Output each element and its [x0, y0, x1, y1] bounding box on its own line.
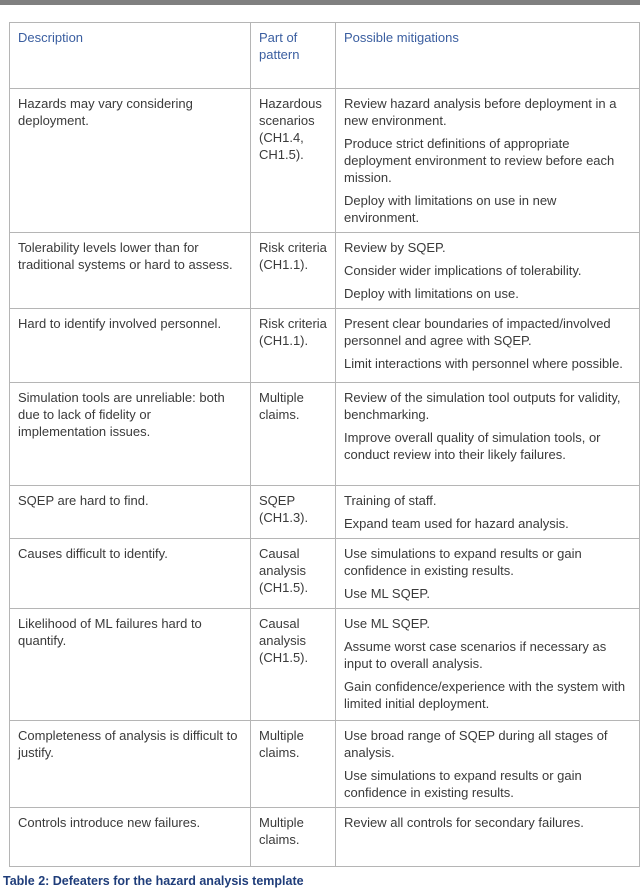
mitigation-item: Use ML SQEP.	[344, 616, 430, 631]
mitigation-item: Expand team used for hazard analysis.	[344, 516, 569, 531]
mitigation-item: Review of the simulation tool outputs for validity, benchmarking.	[344, 390, 621, 422]
table-row	[10, 486, 640, 539]
mitigations-cell	[336, 309, 640, 383]
mitigations-cell	[336, 609, 640, 721]
part-of-pattern-cell: Multiple claims.	[251, 808, 336, 867]
table-row	[10, 383, 640, 486]
mitigation-item: Improve overall quality of simulation tools, or conduct review into their likely failures.	[344, 430, 601, 462]
table-row	[10, 233, 640, 309]
mitigation-item: Training of staff.	[344, 493, 437, 508]
description-cell: Causes difficult to identify.	[10, 539, 251, 609]
table-row	[10, 721, 640, 808]
header-possible-mitigations: Possible mitigations	[336, 23, 640, 89]
mitigation-item: Consider wider implications of tolerability.	[344, 263, 582, 278]
mitigations-cell	[336, 721, 640, 808]
mitigations-cell	[336, 383, 640, 486]
part-of-pattern-cell: Multiple claims.	[251, 721, 336, 808]
part-of-pattern-cell: Causal analysis (CH1.5).	[251, 609, 336, 721]
description-cell: Hard to identify involved personnel.	[10, 309, 251, 383]
description-cell: Tolerability levels lower than for traditional systems or hard to assess.	[10, 233, 251, 309]
mitigation-item: Limit interactions with personnel where possible.	[344, 356, 623, 371]
part-of-pattern-cell: Multiple claims.	[251, 383, 336, 486]
mitigation-item: Gain confidence/experience with the system with limited initial deployment.	[344, 679, 626, 711]
mitigation-item: Use simulations to expand results or gain confidence in existing results.	[344, 768, 582, 800]
description-cell: Hazards may vary considering deployment.	[10, 89, 251, 233]
part-of-pattern-cell: Hazardous scenarios (CH1.4, CH1.5).	[251, 89, 336, 233]
table-row	[10, 539, 640, 609]
part-of-pattern-cell: Risk criteria (CH1.1).	[251, 233, 336, 309]
defeaters-table	[9, 22, 640, 867]
mitigation-item: Use simulations to expand results or gain confidence in existing results.	[344, 546, 582, 578]
mitigation-item: Review hazard analysis before deployment in a new environment.	[344, 96, 617, 128]
table-row	[10, 609, 640, 721]
part-of-pattern-cell: Causal analysis (CH1.5).	[251, 539, 336, 609]
mitigations-cell	[336, 808, 640, 867]
mitigation-item: Use broad range of SQEP during all stages of analysis.	[344, 728, 608, 760]
mitigation-item: Review by SQEP.	[344, 240, 446, 255]
header-part-of-pattern: Part of pattern	[251, 23, 336, 89]
description-cell: Likelihood of ML failures hard to quantify.	[10, 609, 251, 721]
mitigation-item: Assume worst case scenarios if necessary as input to overall analysis.	[344, 639, 607, 671]
description-cell: Controls introduce new failures.	[10, 808, 251, 867]
header-description: Description	[10, 23, 251, 89]
table-header-row	[10, 23, 640, 89]
mitigation-item: Deploy with limitations on use in new environment.	[344, 193, 557, 225]
table-row	[10, 309, 640, 383]
mitigations-cell	[336, 233, 640, 309]
table-caption: Table 2: Defeaters for the hazard analysis template	[3, 874, 304, 888]
part-of-pattern-cell: Risk criteria (CH1.1).	[251, 309, 336, 383]
mitigations-cell	[336, 539, 640, 609]
mitigation-item: Present clear boundaries of impacted/involved personnel and agree with SQEP.	[344, 316, 611, 348]
part-of-pattern-cell: SQEP (CH1.3).	[251, 486, 336, 539]
mitigation-item: Deploy with limitations on use.	[344, 286, 519, 301]
description-cell: Completeness of analysis is difficult to justify.	[10, 721, 251, 808]
description-cell: SQEP are hard to find.	[10, 486, 251, 539]
description-cell: Simulation tools are unreliable: both due to lack of fidelity or implementation issues.	[10, 383, 251, 486]
mitigation-item: Use ML SQEP.	[344, 586, 430, 601]
mitigation-item: Produce strict definitions of appropriate deployment environment to review before each mission.	[344, 136, 615, 185]
mitigations-cell	[336, 486, 640, 539]
table-row	[10, 89, 640, 233]
mitigation-item: Review all controls for secondary failures.	[344, 815, 584, 830]
mitigations-cell	[336, 89, 640, 233]
table-container	[0, 5, 640, 889]
table-row	[10, 808, 640, 867]
